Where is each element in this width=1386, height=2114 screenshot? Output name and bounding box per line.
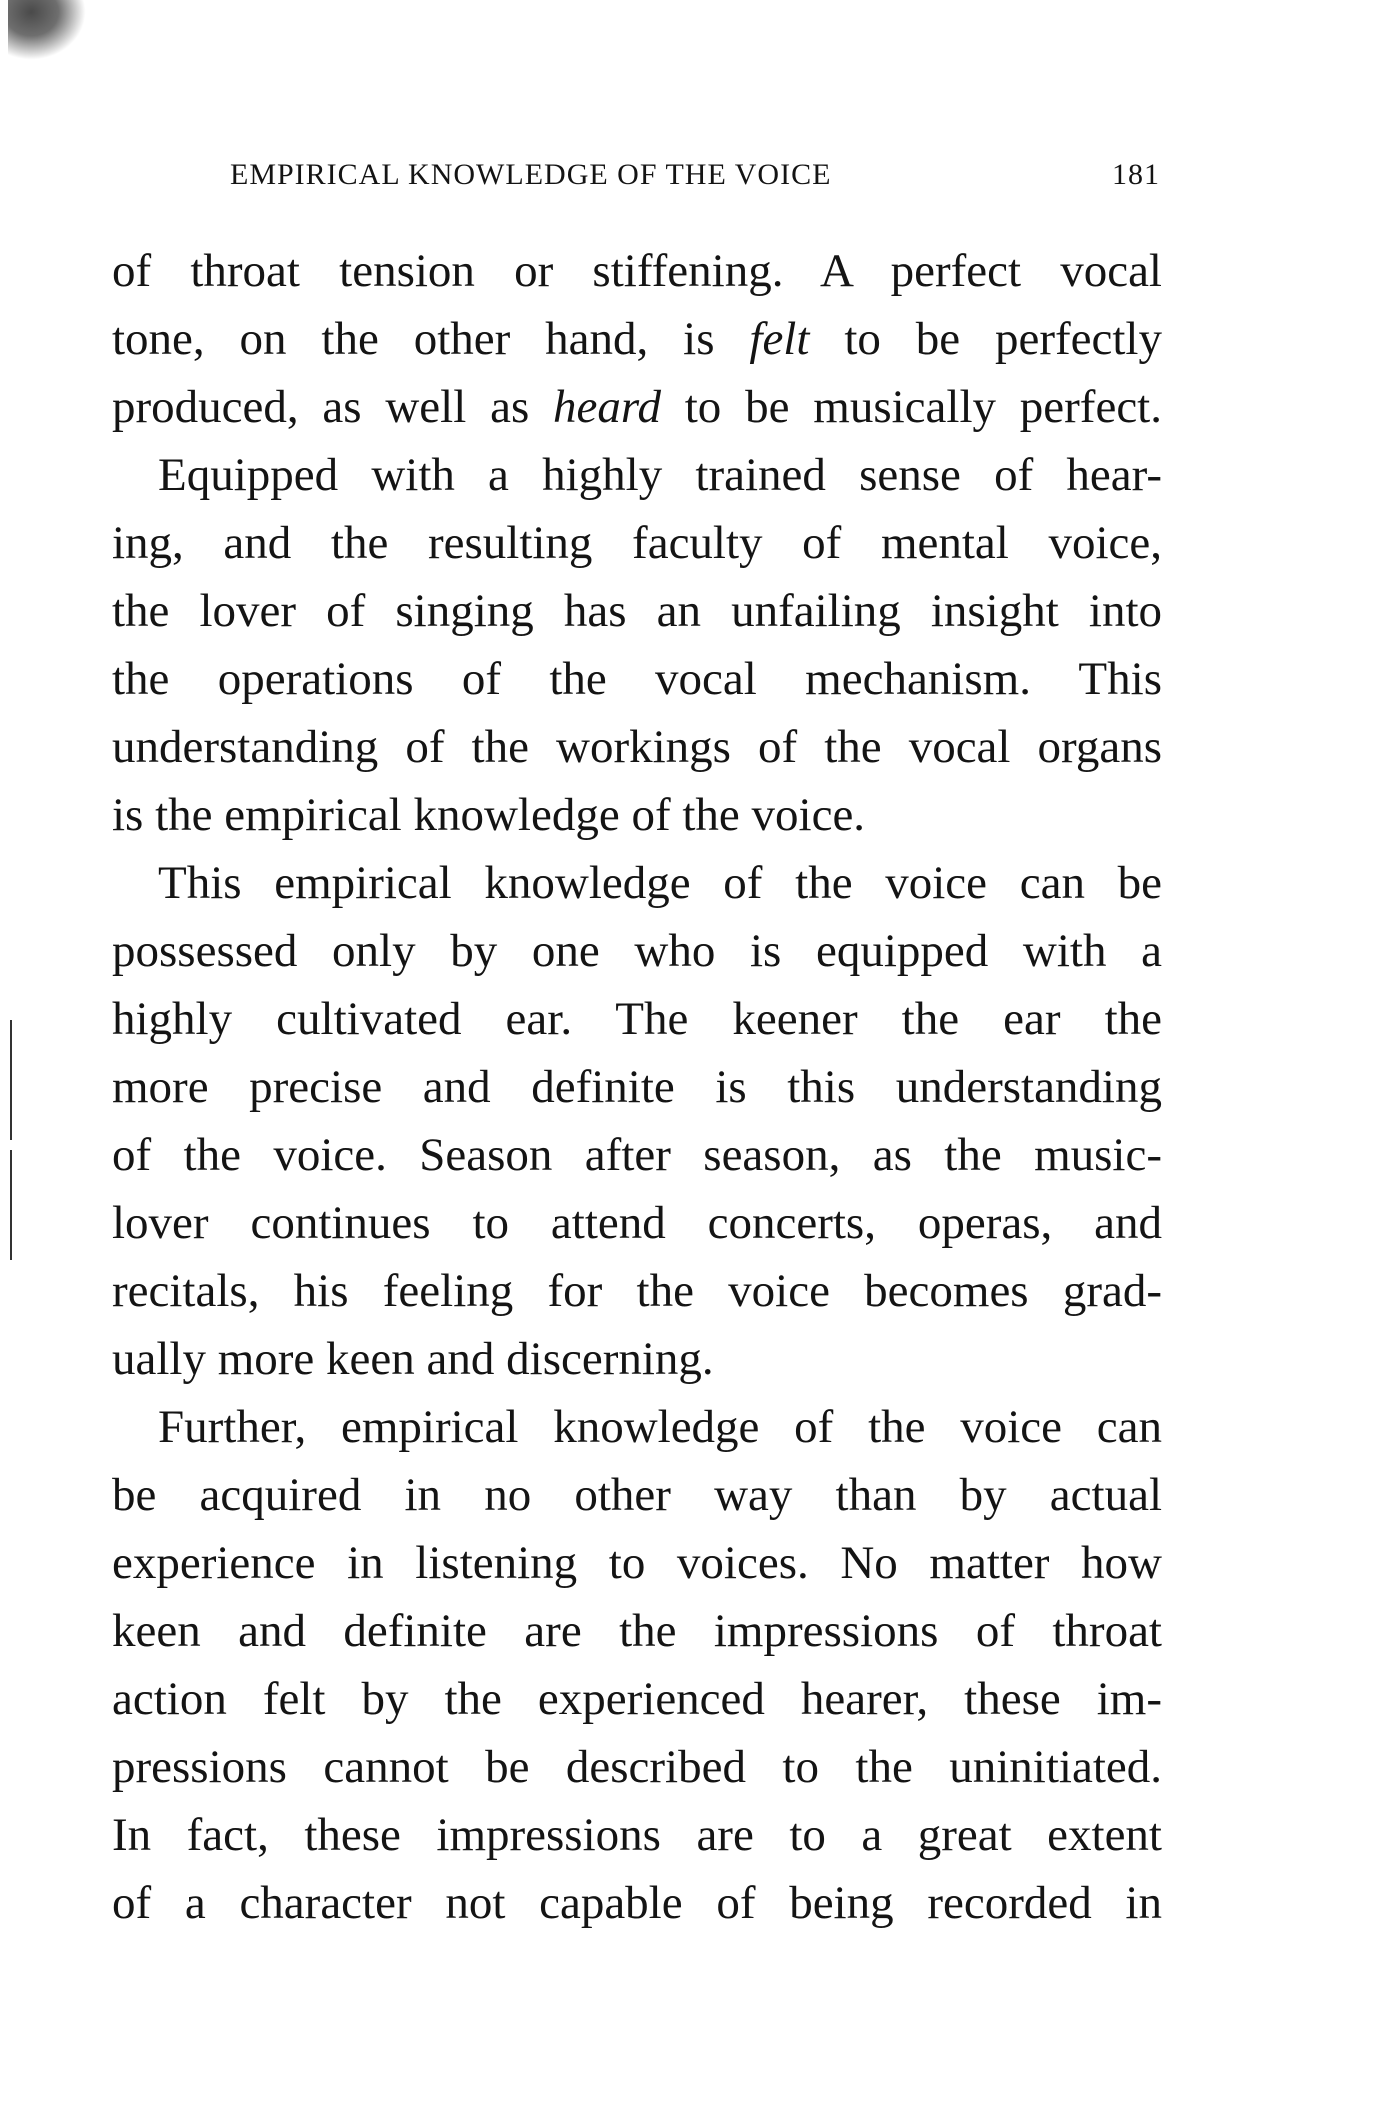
text-line: tone, on the other hand, is felt to be perfectly bbox=[112, 313, 1162, 365]
text-line: more precise and definite is this understanding bbox=[112, 1061, 1162, 1113]
page-header bbox=[230, 158, 1160, 198]
scan-margin-mark bbox=[10, 1020, 12, 1140]
text-line: This empirical knowledge of the voice can be bbox=[158, 857, 1162, 909]
text-line: possessed only by one who is equipped with a bbox=[112, 925, 1162, 977]
running-title: EMPIRICAL KNOWLEDGE OF THE VOICE bbox=[230, 158, 832, 191]
text-line: the operations of the vocal mechanism. This bbox=[112, 653, 1162, 705]
text-line: the lover of singing has an unfailing insight into bbox=[112, 585, 1162, 637]
emphasis-heard: heard bbox=[553, 381, 661, 433]
text-line: understanding of the workings of the vocal organs bbox=[112, 721, 1162, 773]
text-line: Further, empirical knowledge of the voice can bbox=[158, 1401, 1162, 1453]
text-line: lover continues to attend concerts, operas, and bbox=[112, 1197, 1162, 1249]
text-line: In fact, these impressions are to a great extent bbox=[112, 1809, 1162, 1861]
text-line: of the voice. Season after season, as the music- bbox=[112, 1129, 1162, 1181]
text-line: experience in listening to voices. No matter how bbox=[112, 1537, 1162, 1589]
text-line: highly cultivated ear. The keener the ear the bbox=[112, 993, 1162, 1045]
text-line: produced, as well as heard to be musically perfect. bbox=[112, 381, 1162, 433]
text-line: keen and definite are the impressions of throat bbox=[112, 1605, 1162, 1657]
text-line: recitals, his feeling for the voice becomes grad- bbox=[112, 1265, 1162, 1317]
body-text bbox=[112, 237, 1162, 1937]
text-line: ually more keen and discerning. bbox=[112, 1333, 714, 1385]
text-line: action felt by the experienced hearer, these im- bbox=[112, 1673, 1162, 1725]
text-line: be acquired in no other way than by actual bbox=[112, 1469, 1162, 1521]
text-line: Equipped with a highly trained sense of hear- bbox=[158, 449, 1162, 501]
text-line: of a character not capable of being recorded in bbox=[112, 1877, 1162, 1929]
emphasis-felt: felt bbox=[749, 313, 810, 365]
text-line: of throat tension or stiffening. A perfect vocal bbox=[112, 245, 1162, 297]
scan-margin-mark bbox=[10, 1150, 12, 1260]
page-number: 181 bbox=[1112, 158, 1160, 191]
text-line: ing, and the resulting faculty of mental voice, bbox=[112, 517, 1162, 569]
scan-corner-blemish bbox=[8, 0, 86, 60]
text-line: pressions cannot be described to the uninitiated. bbox=[112, 1741, 1162, 1793]
text-line: is the empirical knowledge of the voice. bbox=[112, 789, 866, 841]
